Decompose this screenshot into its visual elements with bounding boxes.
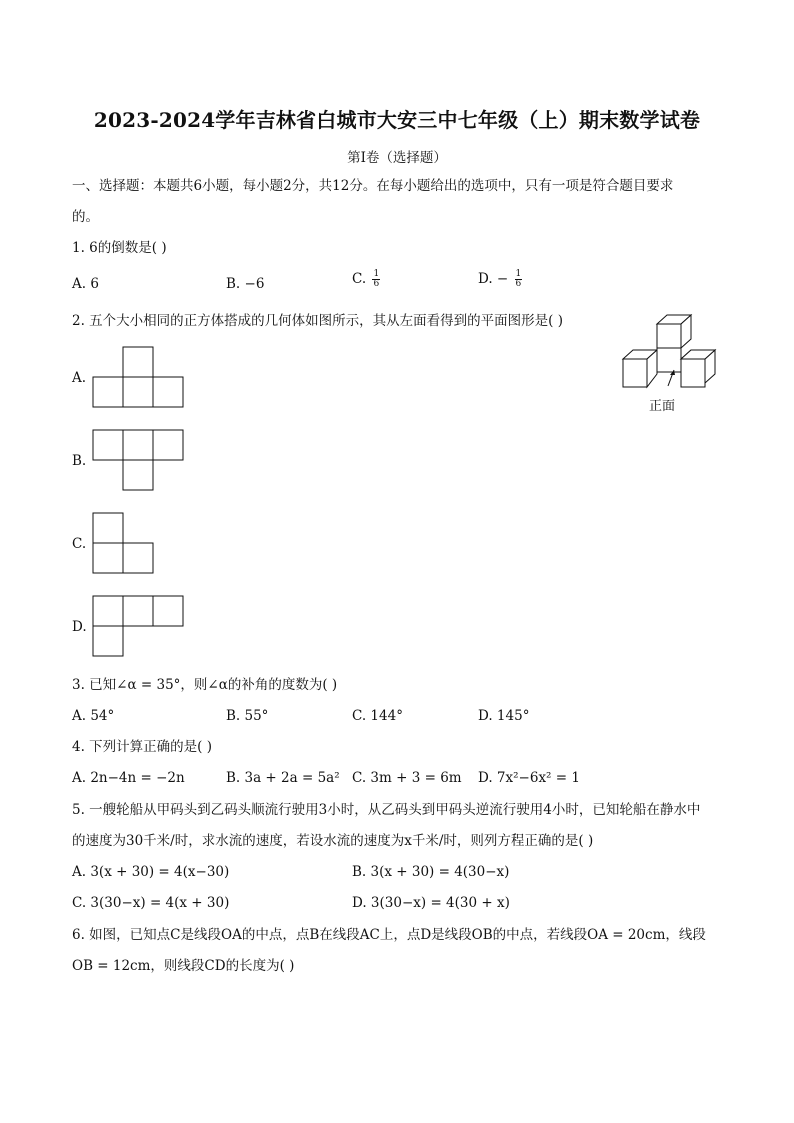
q2-option-d-figure — [92, 595, 186, 659]
q2-option-a-label: A. — [72, 370, 87, 386]
q2-figure-label: 正面 — [649, 399, 676, 414]
q1-option-c-fraction — [372, 270, 380, 289]
q1-option-d-fraction — [515, 270, 523, 289]
q6-stem-line2: OB = 12cm，则线段CD的长度为( ) — [72, 958, 295, 974]
q2-option-c-label: C. — [72, 536, 87, 552]
q2-option-d-label: D. — [72, 619, 87, 635]
q3-option-c: C. 144° — [352, 708, 403, 724]
q1-option-d — [478, 270, 522, 289]
q1-option-c-numerator: 1 — [373, 269, 380, 279]
q2-option-b-figure — [92, 429, 186, 493]
q4-option-a: A. 2n−4n = −2n — [72, 770, 185, 786]
q1-option-d-denominator: 6 — [515, 279, 522, 289]
q1-option-c-prefix: C. — [352, 271, 367, 287]
q5-option-d: D. 3(30−x) = 4(30 + x) — [352, 895, 510, 911]
q3-option-d: D. 145° — [478, 708, 530, 724]
section-instruction-line2: 的。 — [72, 209, 99, 225]
q1-stem: 1. 6的倒数是( ) — [72, 240, 167, 256]
q4-stem: 4. 下列计算正确的是( ) — [72, 739, 212, 755]
q4-option-c: C. 3m + 3 = 6m — [352, 770, 462, 786]
q5-stem-line1: 5. 一艘轮船从甲码头到乙码头顺流行驶用3小时，从乙码头到甲码头逆流行驶用4小时，已知轮船在静水中 — [72, 802, 701, 818]
q5-option-a: A. 3(x + 30) = 4(x−30) — [72, 864, 230, 880]
q2-option-c-figure — [92, 512, 156, 576]
q4-option-b: B. 3a + 2a = 5a² — [226, 770, 340, 786]
q3-stem: 3. 已知∠α = 35°，则∠α的补角的度数为( ) — [72, 677, 338, 693]
q5-option-c: C. 3(30−x) = 4(x + 30) — [72, 895, 230, 911]
q5-stem-line2: 的速度为30千米/时，求水流的速度，若设水流的速度为x千米/时，则列方程正确的是( ) — [72, 833, 594, 849]
section-instruction-line1: 一、选择题：本题共6小题，每小题2分，共12分。在每小题给出的选项中，只有一项是符合题目要求 — [72, 178, 674, 194]
q1-option-b: B. −6 — [226, 276, 265, 292]
page-title: 2023-2024学年吉林省白城市大安三中七年级（上）期末数学试卷 — [93, 108, 701, 132]
q4-option-d: D. 7x²−6x² = 1 — [478, 770, 580, 786]
q1-option-d-prefix: D. − — [478, 271, 509, 287]
q5-option-b: B. 3(x + 30) = 4(30−x) — [352, 864, 510, 880]
q2-cube-figure — [620, 312, 748, 422]
q2-option-b-label: B. — [72, 453, 87, 469]
q3-option-b: B. 55° — [226, 708, 269, 724]
q2-stem: 2. 五个大小相同的正方体搭成的几何体如图所示，其从左面看得到的平面图形是( ) — [72, 313, 563, 329]
q6-stem-line1: 6. 如图，已知点C是线段OA的中点，点B在线段AC上，点D是线段OB的中点，若线段OA = 20cm，线段 — [72, 927, 706, 943]
q2-option-a-figure — [92, 346, 186, 410]
q1-option-d-numerator: 1 — [515, 269, 522, 279]
q1-option-a: A. 6 — [72, 276, 99, 292]
q1-option-c-denominator: 6 — [373, 279, 380, 289]
section-subtitle: 第I卷（选择题） — [347, 150, 447, 166]
q1-option-c — [352, 270, 380, 289]
q3-option-a: A. 54° — [72, 708, 115, 724]
